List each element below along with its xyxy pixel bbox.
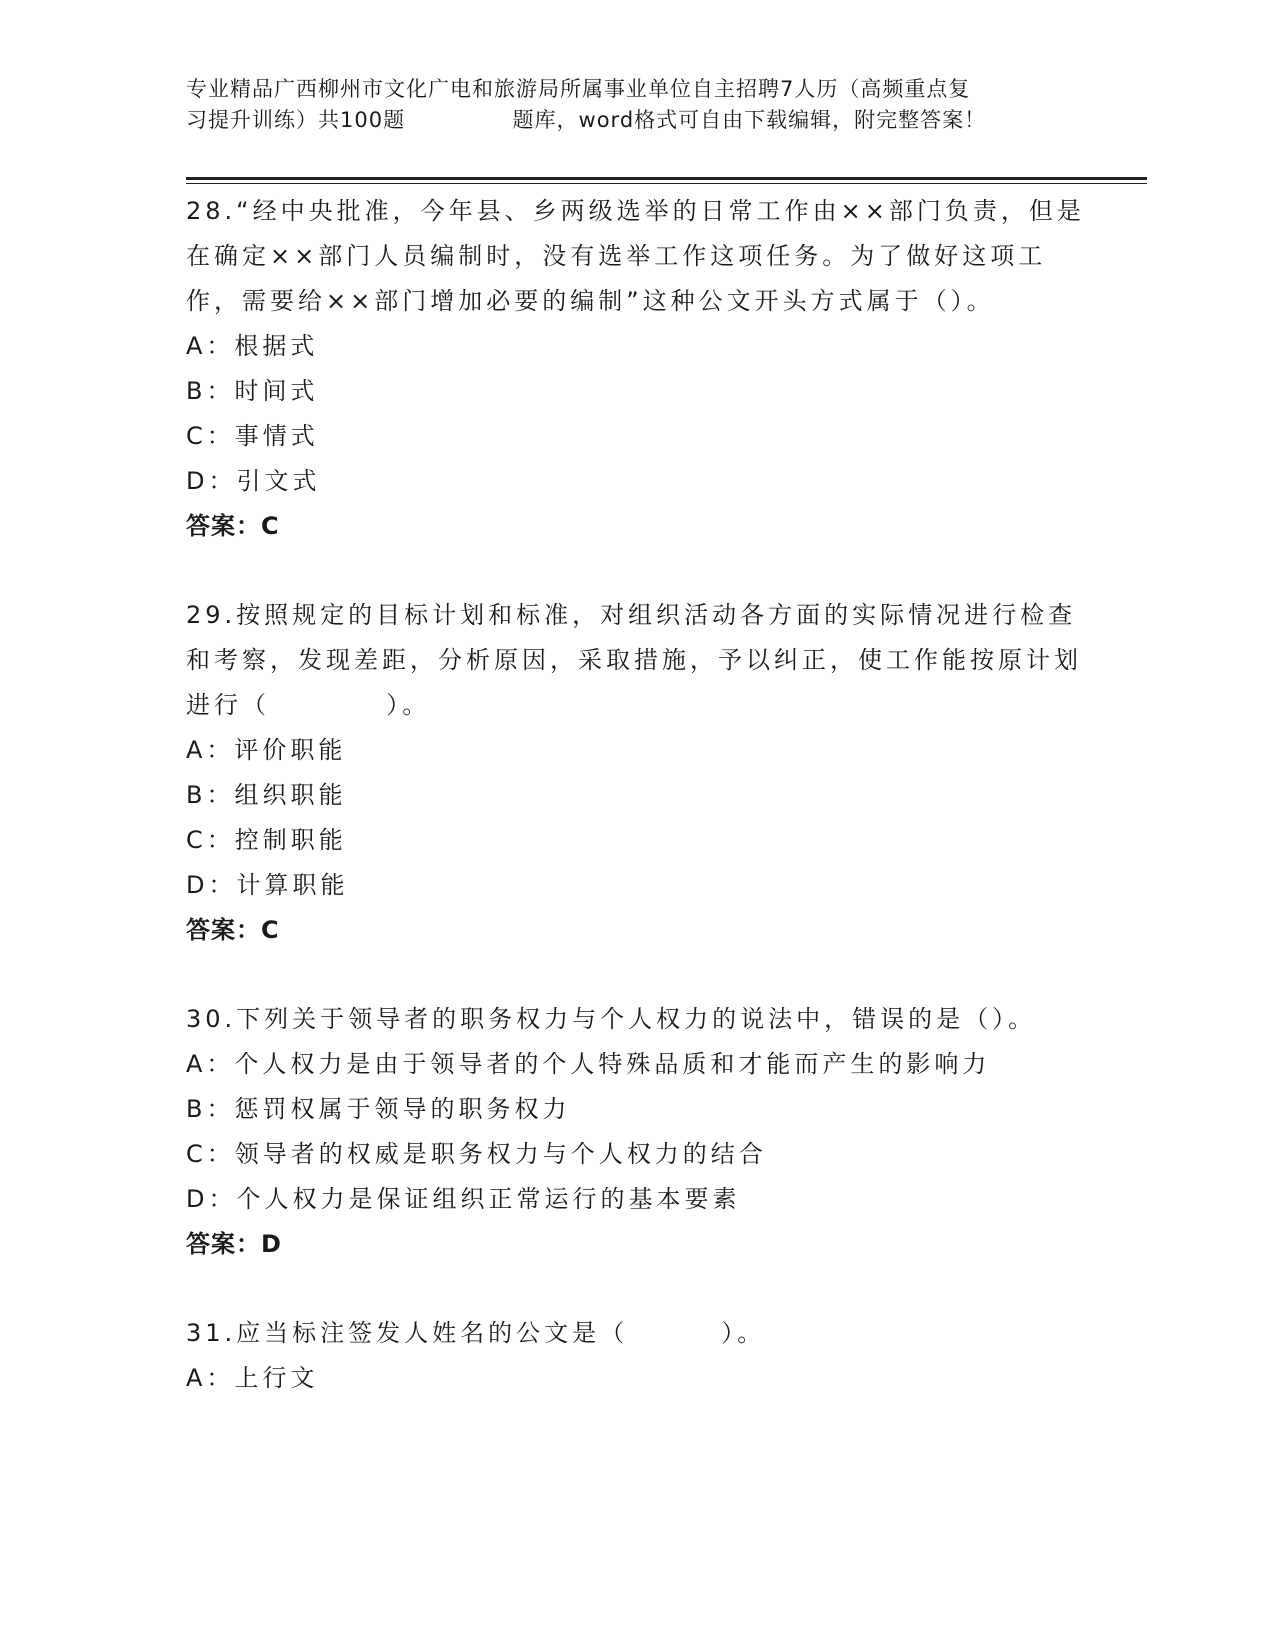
- document-header: [186, 74, 1086, 136]
- answer: 答案：D: [186, 1230, 282, 1258]
- question-28: [186, 189, 1086, 549]
- answer: 答案：C: [186, 512, 280, 540]
- option-b: B：组织职能: [186, 781, 347, 809]
- option-b: B：时间式: [186, 377, 319, 405]
- option-a: A：根据式: [186, 332, 319, 360]
- option-d: D：计算职能: [186, 871, 349, 899]
- question-31: [186, 1311, 1086, 1401]
- header-line-1: 专业精品广西柳州市文化广电和旅游局所属事业单位自主招聘7人历（高频重点复: [186, 77, 971, 101]
- answer: 答案：C: [186, 916, 280, 944]
- option-a: A：上行文: [186, 1364, 319, 1392]
- option-d: D：引文式: [186, 467, 321, 495]
- option-a: A：个人权力是由于领导者的个人特殊品质和才能而产生的影响力: [186, 1050, 991, 1078]
- question-list: [186, 189, 1086, 1445]
- question-30: [186, 997, 1086, 1267]
- question-stem: 29.按照规定的目标计划和标准，对组织活动各方面的实际情况进行检查和考察，发现差距，分析原因，采取措施，予以纠正，使工作能按原计划进行（ ）。: [186, 601, 1082, 719]
- question-stem: 30.下列关于领导者的职务权力与个人权力的说法中，错误的是（）。: [186, 1005, 1037, 1033]
- header-divider-thin: [186, 183, 1147, 184]
- option-c: C：控制职能: [186, 826, 347, 854]
- question-29: [186, 593, 1086, 953]
- header-line-2: 习提升训练）共100题 题库，word格式可自由下载编辑，附完整答案！: [186, 108, 987, 132]
- option-d: D：个人权力是保证组织正常运行的基本要素: [186, 1185, 741, 1213]
- option-c: C：事情式: [186, 422, 319, 450]
- question-stem: 28.“经中央批准，今年县、乡两级选举的日常工作由××部门负责，但是在确定××部门人员编制时，没有选举工作这项任务。为了做好这项工作，需要给××部门增加必要的编制”这种公文开头方式属于（）。: [186, 197, 1085, 315]
- header-divider-thick: [186, 177, 1147, 180]
- option-b: B：惩罚权属于领导的职务权力: [186, 1095, 571, 1123]
- option-a: A：评价职能: [186, 736, 347, 764]
- question-stem: 31.应当标注签发人姓名的公文是（ ）。: [186, 1319, 766, 1347]
- option-c: C：领导者的权威是职务权力与个人权力的结合: [186, 1140, 767, 1168]
